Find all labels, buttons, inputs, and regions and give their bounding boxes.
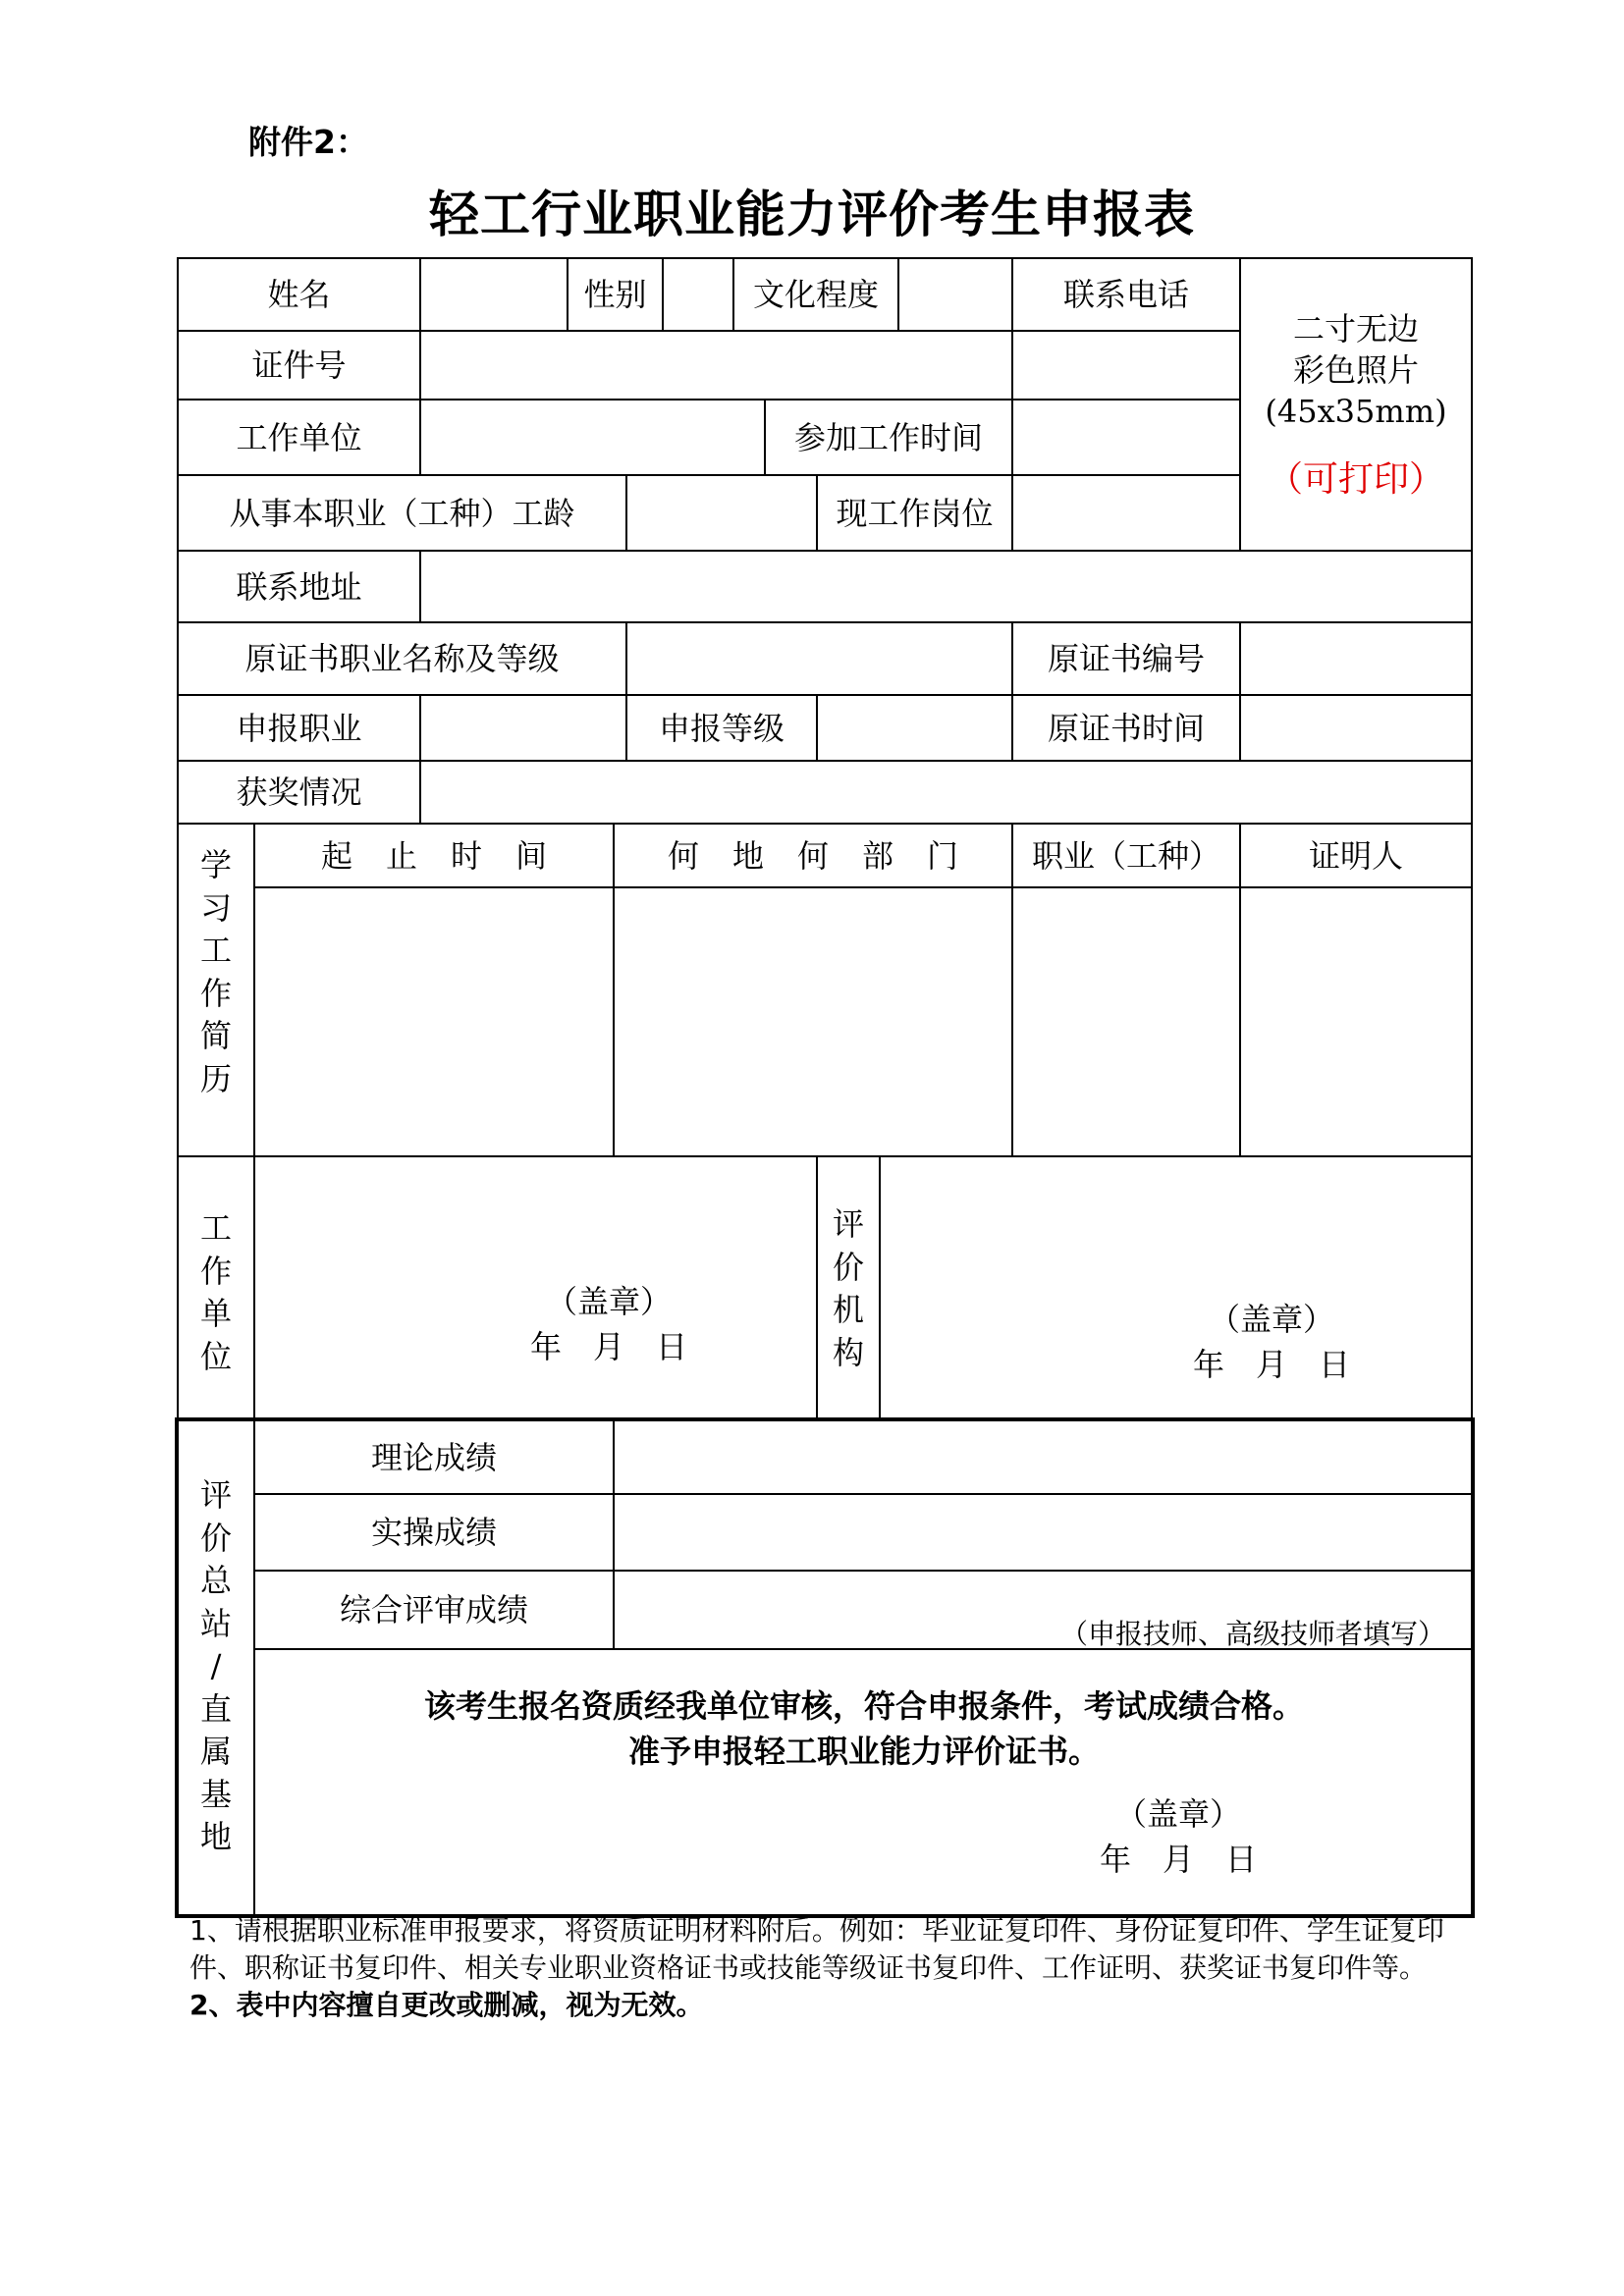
label-id-number: 证件号 — [251, 347, 347, 384]
label-employer: 工作单位 — [236, 418, 362, 456]
evaluation-label-char: 价 — [199, 1519, 232, 1557]
evaluation-date: 年 月 日 — [1099, 1841, 1257, 1878]
footnotes — [189, 1912, 1466, 2024]
employer-label-char: 单 — [199, 1295, 232, 1332]
approval-line-2: 准予申报轻工职业能力评价证书。 — [627, 1733, 1100, 1770]
input-address[interactable] — [421, 552, 1471, 621]
input-apply-occupation[interactable] — [421, 696, 625, 760]
resume-label-char: 学 — [199, 846, 232, 883]
label-phone: 联系电话 — [1062, 276, 1189, 313]
label-comprehensive-score: 综合评审成绩 — [339, 1591, 528, 1629]
column-header-period: 起止时间 — [320, 836, 580, 875]
input-practical-score[interactable] — [615, 1495, 1471, 1570]
employer-section-label — [179, 1207, 253, 1378]
evaluation-section-label — [179, 1474, 253, 1867]
employer-date: 年 月 日 — [529, 1328, 687, 1365]
evaluation-label-char: 地 — [199, 1818, 232, 1855]
label-awards: 获奖情况 — [236, 774, 362, 811]
employer-label-char: 作 — [199, 1252, 232, 1290]
column-header-witness: 证明人 — [1308, 836, 1403, 875]
input-theory-score[interactable] — [615, 1421, 1471, 1493]
grid-line — [177, 1155, 1473, 1157]
input-orig-cert-number[interactable] — [1241, 623, 1471, 694]
grid-line — [253, 1155, 255, 1417]
approval-statement — [255, 1683, 1473, 1774]
evaluation-label-char: 站 — [199, 1604, 232, 1642]
employer-label-char: 位 — [199, 1337, 232, 1375]
evaluation-label-char: 基 — [199, 1775, 232, 1813]
input-years-in-occupation[interactable] — [627, 476, 816, 550]
input-awards[interactable] — [421, 762, 1471, 823]
employer-stamp-label: （盖章） — [545, 1283, 672, 1320]
evaluation-stamp-area[interactable] — [1080, 1791, 1276, 1882]
input-apply-level[interactable] — [818, 696, 1011, 760]
evaluator-stamp-area[interactable] — [1173, 1297, 1370, 1387]
input-name[interactable] — [421, 259, 567, 330]
resume-input-occupation[interactable] — [1013, 888, 1239, 1155]
resume-label-char: 工 — [199, 932, 232, 969]
photo-size-line3: (45x35mm) — [1265, 393, 1447, 430]
evaluator-stamp-label: （盖章） — [1208, 1301, 1334, 1338]
page-title: 轻工行业职业能力评价考生申报表 — [428, 186, 1195, 244]
label-theory-score: 理论成绩 — [370, 1438, 497, 1476]
label-orig-cert-name-level: 原证书职业名称及等级 — [244, 640, 560, 677]
resume-label-char: 简 — [199, 1017, 232, 1054]
evaluator-date: 年 月 日 — [1192, 1346, 1350, 1383]
label-gender: 性别 — [583, 276, 647, 313]
label-education: 文化程度 — [752, 276, 879, 313]
photo-size-line1: 二寸无边 — [1292, 310, 1419, 347]
label-current-post: 现工作岗位 — [836, 494, 994, 532]
resume-input-place[interactable] — [615, 888, 1011, 1155]
label-practical-score: 实操成绩 — [370, 1514, 497, 1551]
label-work-start: 参加工作时间 — [793, 418, 983, 456]
resume-label-char: 习 — [199, 888, 232, 927]
employer-label-char: 工 — [199, 1209, 232, 1247]
employer-stamp-area[interactable] — [511, 1279, 707, 1369]
label-apply-level: 申报等级 — [658, 709, 785, 747]
resume-section-label — [179, 844, 253, 1139]
evaluator-label-char: 机 — [832, 1291, 864, 1328]
grid-line — [879, 1155, 881, 1417]
resume-label-char: 历 — [199, 1059, 232, 1097]
label-orig-cert-number: 原证书编号 — [1047, 640, 1205, 677]
column-header-place-department: 何地何部门 — [667, 836, 992, 875]
label-apply-occupation: 申报职业 — [236, 709, 362, 747]
input-id-number[interactable] — [421, 332, 1011, 399]
approval-line-1: 该考生报名资质经我单位审核，符合申报条件，考试成绩合格。 — [423, 1687, 1304, 1725]
resume-label-char: 作 — [199, 974, 232, 1012]
label-orig-cert-date: 原证书时间 — [1047, 709, 1205, 747]
printable-note: （可打印） — [1267, 459, 1444, 500]
input-employer[interactable] — [421, 400, 764, 474]
input-work-start[interactable] — [1013, 400, 1239, 474]
input-gender[interactable] — [664, 259, 732, 330]
evaluation-label-char: 评 — [199, 1476, 232, 1514]
footnote-2: 2、表中内容擅自更改或删减，视为无效。 — [189, 1989, 704, 2021]
resume-input-witness[interactable] — [1241, 888, 1471, 1155]
input-orig-cert-date[interactable] — [1241, 696, 1471, 760]
photo-placeholder[interactable] — [1239, 308, 1473, 501]
evaluation-label-char: / — [210, 1647, 222, 1684]
input-education[interactable] — [899, 259, 1011, 330]
evaluator-section-label — [818, 1203, 879, 1374]
evaluator-label-char: 评 — [832, 1205, 864, 1243]
label-address: 联系地址 — [236, 567, 362, 606]
photo-size-line2: 彩色照片 — [1292, 351, 1419, 389]
evaluation-label-char: 直 — [199, 1689, 232, 1728]
label-name: 姓名 — [267, 276, 331, 313]
resume-input-period[interactable] — [255, 888, 613, 1155]
evaluation-label-char: 总 — [199, 1562, 232, 1599]
column-header-occupation: 职业（工种） — [1031, 836, 1220, 875]
grid-line — [1471, 1417, 1475, 1918]
comprehensive-score-note: （申报技师、高级技师者填写） — [1060, 1618, 1446, 1650]
label-years-in-occupation: 从事本职业（工种）工龄 — [229, 494, 575, 532]
attachment-label: 附件2： — [248, 123, 368, 161]
input-current-post[interactable] — [1013, 476, 1239, 550]
evaluator-label-char: 价 — [832, 1248, 864, 1286]
evaluator-label-char: 构 — [832, 1333, 864, 1371]
input-orig-cert-name-level[interactable] — [627, 623, 1011, 694]
evaluation-label-char: 属 — [199, 1733, 232, 1770]
input-phone[interactable] — [1013, 332, 1239, 399]
footnote-1: 1、请根据职业标准申报要求，将资质证明材料附后。例如：毕业证复印件、身份证复印件、学生证复印件、职称证书复印件、相关专业职业资格证书或技能等级证书复印件、工作证明、获奖证书复印件等。 — [189, 1914, 1444, 1984]
evaluation-stamp-label: （盖章） — [1114, 1795, 1241, 1833]
